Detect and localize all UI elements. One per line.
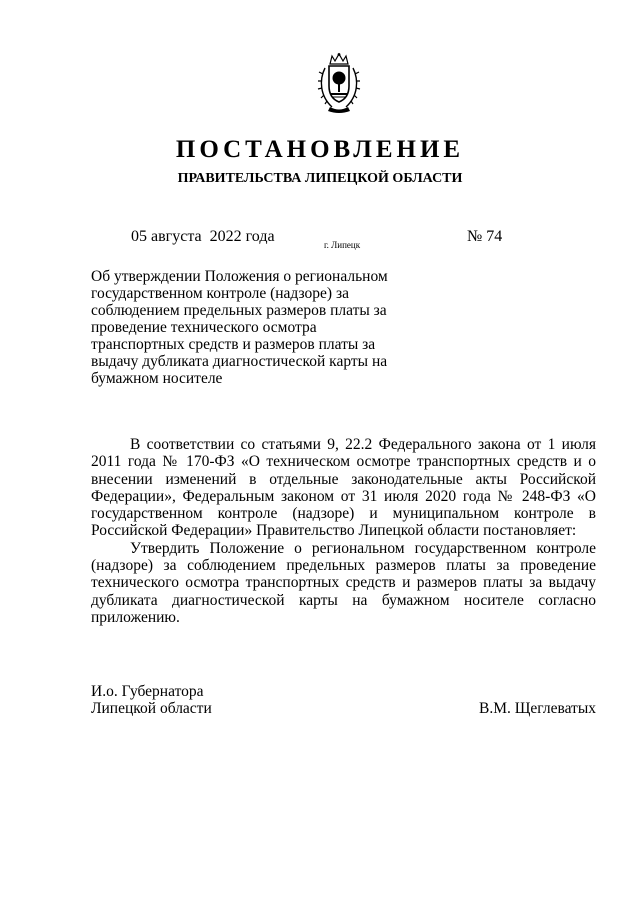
document-subject: Об утверждении Положения о региональном государственном контроле (надзоре) за соблюдением предельных размеров платы за проведение технического осмотра транспортных средств и размеров платы за выдачу дубликата диагностической карты на бумажном носителе xyxy=(91,268,388,387)
signatory-position-line: И.о. Губернатора xyxy=(91,683,204,700)
signatory-position xyxy=(91,683,212,718)
issuing-authority: ПРАВИТЕЛЬСТВА ЛИПЕЦКОЙ ОБЛАСТИ xyxy=(177,171,463,186)
document-city: г. Липецк xyxy=(324,240,361,250)
body-paragraph: В соответствии со статьями 9, 22.2 Федерального закона от 1 июля 2011 года № 170-ФЗ «О техническом осмотре транспортных средств и о внесении изменений в отдельные законодательные акты Российской Федерации», Федеральным законом от 31 июля 2020 года № 248-ФЗ «О государственном контроле (надзоре) и муниципальном контроле в Российской Федерации» Правительство Липецкой области постановляет: xyxy=(91,436,596,540)
document-date: 05 августа 2022 года xyxy=(131,228,275,245)
signatory-position-line: Липецкой области xyxy=(91,700,212,718)
body-paragraph: Утвердить Положение о региональном государственном контроле (надзоре) за соблюдением предельных размеров платы за проведение технического осмотра транспортных средств и размеров платы за выдачу дубликата диагностической карты на бумажном носителе согласно приложению. xyxy=(91,539,596,626)
document-body xyxy=(91,436,596,626)
signatory-name: В.М. Щеглеватых xyxy=(479,700,596,717)
document-number: № 74 xyxy=(467,228,503,245)
document-title: ПОСТАНОВЛЕНИЕ xyxy=(175,136,465,163)
coat-of-arms-icon xyxy=(316,52,362,114)
